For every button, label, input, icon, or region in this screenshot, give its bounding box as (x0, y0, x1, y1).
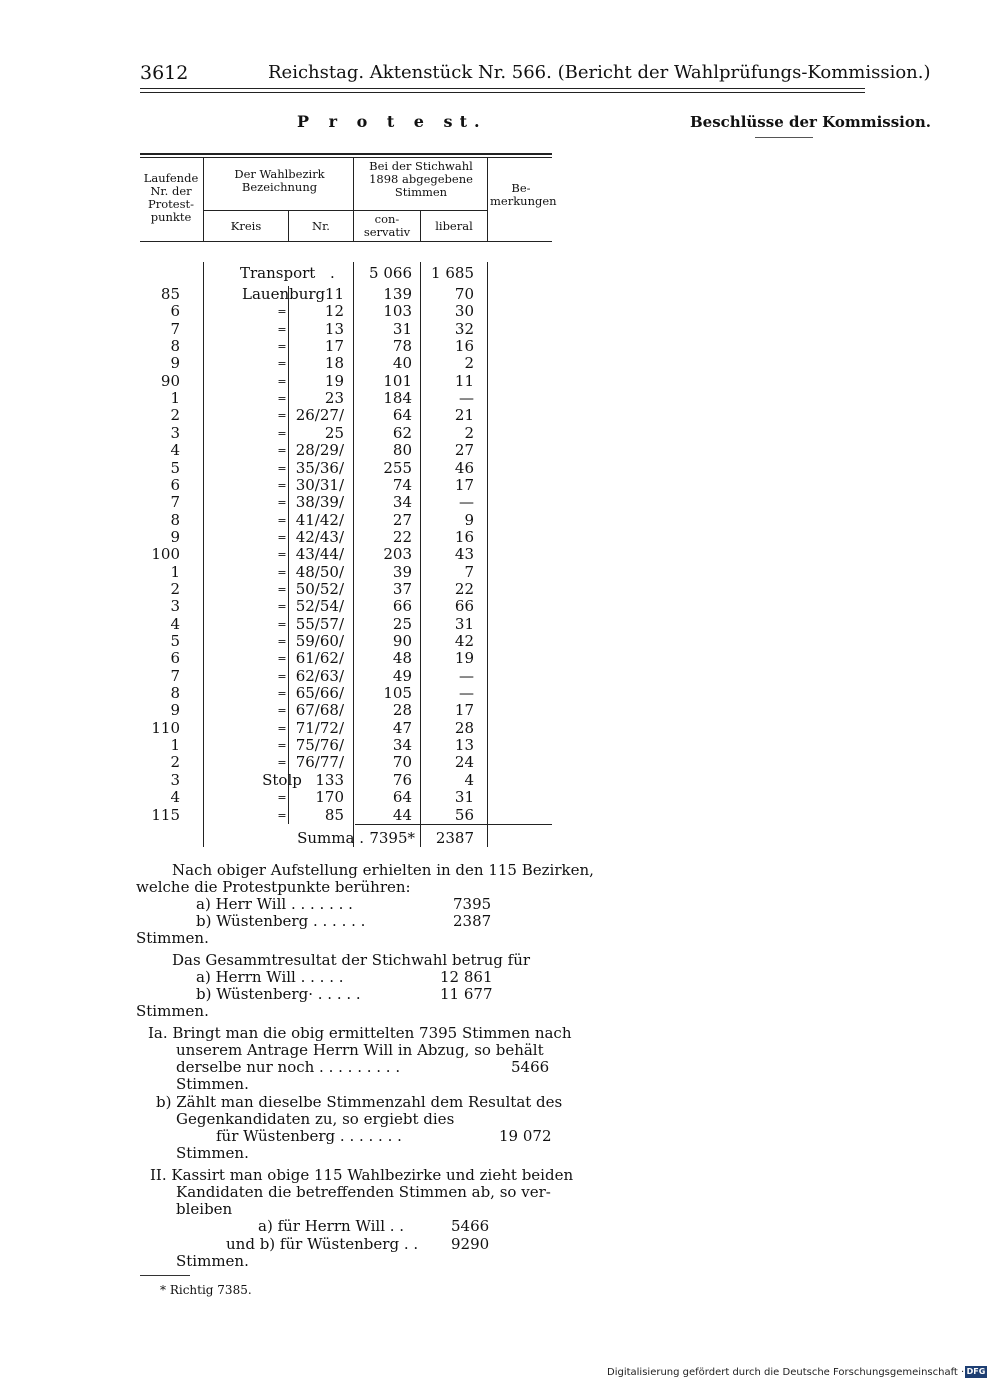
cell-nr: 59/60/ (295, 632, 344, 650)
running-title: Reichstag. Aktenstück Nr. 566. (Bericht der Wahlprüfungs-Kommission.) (268, 62, 931, 83)
cell-conservativ: 40 (392, 354, 412, 373)
cell-liberal: 22 (454, 579, 474, 598)
header-kreis: Kreis (230, 219, 262, 233)
side-column-title: Beschlüsse der Kommission. (690, 113, 931, 131)
transport-conservativ: 5 066 (369, 264, 412, 282)
header-divider (487, 157, 488, 241)
cell-lfd: 7 (170, 319, 180, 338)
cell-kreis: = (277, 530, 287, 544)
cell-kreis: = (277, 582, 287, 596)
cell-lfd: 3 (170, 423, 180, 442)
cell-liberal: 31 (454, 614, 474, 633)
cell-nr: 52/54/ (295, 597, 344, 616)
cell-nr: 67/68/ (295, 701, 344, 720)
cell-conservativ: 74 (392, 475, 412, 494)
table-row (140, 650, 552, 667)
cell-conservativ: 37 (392, 579, 412, 598)
cell-conservativ: 70 (392, 753, 412, 772)
cell-nr: 55/57/ (295, 614, 344, 633)
cell-nr: 61/62/ (295, 649, 344, 668)
cell-kreis: = (277, 721, 287, 735)
cell-liberal: 17 (454, 475, 474, 494)
cell-liberal: — (459, 493, 474, 512)
cell-conservativ: 90 (392, 632, 412, 650)
text-line: Gegenkandidaten zu, so ergiebt dies (176, 1110, 455, 1128)
text-value: 11 677 (440, 985, 493, 1003)
cell-kreis: = (277, 669, 287, 683)
cell-kreis: = (277, 652, 287, 666)
text-line: welche die Protestpunkte berühren: (136, 878, 411, 896)
table-top-rule (140, 153, 552, 155)
text-line: II. Kassirt man obige 115 Wahlbezirke und zieht beiden (150, 1166, 574, 1184)
header-bemerkungen: Be-merkungen (490, 181, 557, 208)
cell-kreis: = (277, 409, 287, 423)
text-value: 7395 (453, 895, 492, 913)
cell-kreis: = (277, 513, 287, 527)
cell-lfd: 9 (170, 527, 180, 546)
text-line: Nach obiger Aufstellung erhielten in den 115 Bezirken, (172, 861, 594, 879)
table-row (140, 425, 552, 442)
dfg-logo: DFG (966, 1367, 986, 1376)
cell-conservativ: 80 (392, 441, 412, 460)
table-row (140, 477, 552, 494)
cell-conservativ: 62 (392, 423, 412, 442)
cell-nr: 30/31/ (295, 475, 344, 494)
cell-conservativ: 27 (392, 510, 412, 529)
cell-lfd: 1 (170, 389, 180, 408)
table-row (140, 720, 552, 737)
page-header (140, 60, 931, 90)
cell-conservativ: 34 (392, 736, 412, 755)
cell-lfd: 9 (170, 354, 180, 373)
cell-nr: 12 (324, 302, 344, 321)
table-row (140, 807, 552, 824)
cell-lfd: 6 (170, 649, 180, 668)
table-row (140, 442, 552, 459)
cell-liberal: 11 (454, 371, 474, 390)
cell-liberal: — (459, 389, 474, 408)
cell-nr: 23 (324, 389, 344, 408)
footnote-rule (140, 1275, 190, 1276)
cell-liberal: 19 (454, 649, 474, 668)
table-row (140, 754, 552, 771)
cell-liberal: 13 (454, 736, 474, 755)
footnote: * Richtig 7385. (160, 1283, 252, 1297)
cell-kreis: = (277, 357, 287, 371)
table-row (140, 668, 552, 685)
text-line: Stimmen. (176, 1252, 249, 1270)
cell-lfd: 4 (170, 788, 180, 807)
table-row (140, 303, 552, 320)
cell-lfd: 1 (170, 736, 180, 755)
cell-conservativ: 203 (383, 545, 412, 564)
cell-nr: 42/43/ (295, 527, 344, 546)
cell-conservativ: 64 (392, 788, 412, 807)
text-line: bleiben (176, 1200, 233, 1218)
cell-lfd: 85 (160, 285, 180, 303)
cell-liberal: 27 (454, 441, 474, 460)
cell-conservativ: 101 (383, 371, 412, 390)
cell-nr: 76/77/ (295, 753, 344, 772)
cell-nr: 71/72/ (295, 718, 344, 737)
cell-liberal: 21 (454, 406, 474, 425)
table-row (140, 321, 552, 338)
table-row (140, 390, 552, 407)
cell-conservativ: 78 (392, 337, 412, 356)
cell-lfd: 8 (170, 337, 180, 356)
text-line: Stimmen. (176, 1144, 249, 1162)
header-nr: Nr. (312, 219, 330, 233)
cell-nr: 50/52/ (295, 579, 344, 598)
text-line: Kandidaten die betreffenden Stimmen ab, so ver- (176, 1183, 551, 1201)
cell-nr: 48/50/ (295, 562, 344, 581)
cell-liberal: — (459, 666, 474, 685)
summa-label: Summa . (297, 829, 364, 847)
header-liberal: liberal (435, 219, 473, 233)
cell-kreis: = (277, 756, 287, 770)
cell-nr: 11 (324, 285, 344, 303)
text-value: 9290 (451, 1235, 490, 1253)
cell-nr: 25 (324, 423, 344, 442)
cell-liberal: 4 (464, 770, 474, 789)
cell-nr: 13 (324, 319, 344, 338)
cell-nr: 19 (324, 371, 344, 390)
cell-kreis: = (277, 808, 287, 822)
cell-kreis: = (277, 340, 287, 354)
text-line: a) Herr Will . . . . . . . (196, 895, 353, 913)
page-number: 3612 (140, 62, 189, 84)
cell-kreis: = (277, 392, 287, 406)
cell-nr: 28/29/ (295, 441, 344, 460)
text-line: derselbe nur noch . . . . . . . . . (176, 1058, 401, 1076)
cell-kreis: = (277, 305, 287, 319)
cell-liberal: 42 (454, 632, 474, 650)
cell-liberal: 2 (464, 423, 474, 442)
table-row (140, 564, 552, 581)
cell-lfd: 3 (170, 597, 180, 616)
summa-row (140, 829, 552, 847)
cell-kreis: = (277, 322, 287, 336)
cell-nr: 35/36/ (295, 458, 344, 477)
cell-lfd: 7 (170, 493, 180, 512)
cell-liberal: 17 (454, 701, 474, 720)
cell-liberal: 31 (454, 788, 474, 807)
text-line: b) Zählt man dieselbe Stimmenzahl dem Resultat des (156, 1093, 563, 1111)
cell-nr: 85 (324, 805, 344, 824)
cell-nr: 65/66/ (295, 684, 344, 703)
cell-lfd: 4 (170, 614, 180, 633)
cell-conservativ: 64 (392, 406, 412, 425)
summa-liberal: 2387 (435, 829, 474, 847)
cell-liberal: 16 (454, 527, 474, 546)
header-conservativ: con-servativ (363, 212, 411, 239)
digitization-credit: Digitalisierung gefördert durch die Deutsche Forschungsgemeinschaft · (607, 1367, 965, 1378)
cell-lfd: 9 (170, 701, 180, 720)
cell-lfd: 6 (170, 475, 180, 494)
text-line: a) für Herrn Will . . (258, 1217, 405, 1235)
cell-conservativ: 48 (392, 649, 412, 668)
table-row (140, 338, 552, 355)
table-row (140, 772, 552, 789)
cell-conservativ: 28 (392, 701, 412, 720)
header-stichwahl: Bei der Stichwahl 1898 abgegebene Stimmen (369, 159, 473, 199)
table-row (140, 355, 552, 372)
table-row (140, 737, 552, 754)
cell-kreis: = (277, 791, 287, 805)
cell-lfd: 6 (170, 302, 180, 321)
cell-conservativ: 31 (392, 319, 412, 338)
transport-label: Transport (240, 264, 316, 282)
text-value: 5466 (511, 1058, 550, 1076)
table-row (140, 407, 552, 424)
cell-kreis: = (277, 548, 287, 562)
text-line: und b) für Wüstenberg . . (226, 1235, 419, 1253)
cell-nr: 18 (324, 354, 344, 373)
table-row (140, 616, 552, 633)
cell-nr: 43/44/ (295, 545, 344, 564)
cell-lfd: 5 (170, 458, 180, 477)
cell-conservativ: 255 (383, 458, 412, 477)
text-line: Das Gesammtresultat der Stichwahl betrug für (172, 951, 531, 969)
cell-lfd: 5 (170, 632, 180, 650)
cell-lfd: 8 (170, 684, 180, 703)
cell-kreis: = (277, 461, 287, 475)
cell-conservativ: 22 (392, 527, 412, 546)
table-row (140, 633, 552, 650)
cell-liberal: 56 (454, 805, 474, 824)
cell-lfd: 100 (151, 545, 180, 564)
header-lfd: Laufende Nr. der Protest-punkte (143, 171, 199, 224)
summa-rule (355, 824, 552, 825)
cell-conservativ: 105 (383, 684, 412, 703)
table-row (140, 685, 552, 702)
table-row (140, 598, 552, 615)
cell-lfd: 2 (170, 579, 180, 598)
text-value: 2387 (453, 912, 492, 930)
cell-kreis: Stolp (262, 770, 302, 789)
table-header-rule (140, 241, 552, 242)
table-row (140, 546, 552, 563)
cell-liberal: 66 (454, 597, 474, 616)
text-line: Ia. Bringt man die obig ermittelten 7395 Stimmen nach (148, 1024, 572, 1042)
cell-kreis: = (277, 687, 287, 701)
text-line: Stimmen. (176, 1075, 249, 1093)
cell-kreis: = (277, 704, 287, 718)
cell-lfd: 7 (170, 666, 180, 685)
cell-kreis: = (277, 374, 287, 388)
table-row (140, 581, 552, 598)
cell-kreis: = (277, 444, 287, 458)
cell-conservativ: 34 (392, 493, 412, 512)
section-title: P r o t e st. (297, 112, 487, 131)
cell-liberal: 2 (464, 354, 474, 373)
table-row (140, 529, 552, 546)
text-value: 19 072 (499, 1127, 552, 1145)
cell-nr: 41/42/ (295, 510, 344, 529)
cell-lfd: 8 (170, 510, 180, 529)
text-line: b) Wüstenberg . . . . . . (196, 912, 366, 930)
cell-kreis: = (277, 478, 287, 492)
cell-lfd: 2 (170, 753, 180, 772)
table-row (140, 286, 552, 303)
cell-kreis: = (277, 739, 287, 753)
cell-conservativ: 76 (392, 770, 412, 789)
side-title-rule (755, 137, 813, 138)
cell-kreis: = (277, 426, 287, 440)
table-row (140, 789, 552, 806)
header-divider (353, 157, 354, 241)
header-rule-double (140, 92, 865, 93)
table-row (140, 373, 552, 390)
cell-lfd: 2 (170, 406, 180, 425)
text-line: für Wüstenberg . . . . . . . (216, 1127, 402, 1145)
cell-kreis: = (277, 600, 287, 614)
cell-kreis: = (277, 617, 287, 631)
cell-liberal: 70 (454, 285, 474, 303)
cell-liberal: 24 (454, 753, 474, 772)
cell-conservativ: 44 (392, 805, 412, 824)
cell-conservativ: 66 (392, 597, 412, 616)
text-line: Stimmen. (136, 1002, 209, 1020)
cell-liberal: 7 (464, 562, 474, 581)
cell-conservativ: 47 (392, 718, 412, 737)
table-top-rule-thin (140, 157, 552, 158)
cell-conservativ: 25 (392, 614, 412, 633)
cell-liberal: 43 (454, 545, 474, 564)
cell-conservativ: 39 (392, 562, 412, 581)
cell-nr: 75/76/ (295, 736, 344, 755)
cell-lfd: 115 (151, 805, 180, 824)
table-row (140, 702, 552, 719)
text-line: unserem Antrage Herrn Will in Abzug, so behält (176, 1041, 544, 1059)
cell-liberal: 46 (454, 458, 474, 477)
transport-liberal: 1 685 (431, 264, 474, 282)
cell-lfd: 1 (170, 562, 180, 581)
cell-nr: 38/39/ (295, 493, 344, 512)
cell-conservativ: 103 (383, 302, 412, 321)
cell-lfd: 110 (151, 718, 180, 737)
table-row (140, 460, 552, 477)
header-subrule (203, 210, 487, 211)
cell-nr: 26/27/ (295, 406, 344, 425)
text-line: Stimmen. (136, 929, 209, 947)
transport-dot: . (330, 264, 335, 282)
cell-nr: 170 (315, 788, 344, 807)
cell-lfd: 3 (170, 770, 180, 789)
cell-lfd: 4 (170, 441, 180, 460)
cell-kreis: = (277, 565, 287, 579)
cell-nr: 62/63/ (295, 666, 344, 685)
text-line: a) Herrn Will . . . . . (196, 968, 344, 986)
cell-liberal: 16 (454, 337, 474, 356)
cell-liberal: 32 (454, 319, 474, 338)
cell-kreis: Lauenburg (242, 285, 326, 303)
cell-conservativ: 49 (392, 666, 412, 685)
text-value: 12 861 (440, 968, 493, 986)
text-line: b) Wüstenberg· . . . . . (196, 985, 361, 1003)
cell-nr: 133 (315, 770, 344, 789)
header-wahlbezirk: Der Wahlbezirk Bezeichnung (234, 167, 325, 194)
table-row (140, 512, 552, 529)
transport-row (140, 265, 552, 282)
cell-conservativ: 184 (383, 389, 412, 408)
cell-liberal: 9 (464, 510, 474, 529)
summa-conservativ: 7395* (369, 829, 415, 847)
cell-lfd: 90 (160, 371, 180, 390)
cell-liberal: 28 (454, 718, 474, 737)
cell-kreis: = (277, 496, 287, 510)
cell-nr: 17 (324, 337, 344, 356)
cell-conservativ: 139 (383, 285, 412, 303)
cell-liberal: — (459, 684, 474, 703)
table-row (140, 494, 552, 511)
header-rule (140, 88, 865, 89)
cell-kreis: = (277, 635, 287, 648)
cell-liberal: 30 (454, 302, 474, 321)
text-value: 5466 (451, 1217, 490, 1235)
